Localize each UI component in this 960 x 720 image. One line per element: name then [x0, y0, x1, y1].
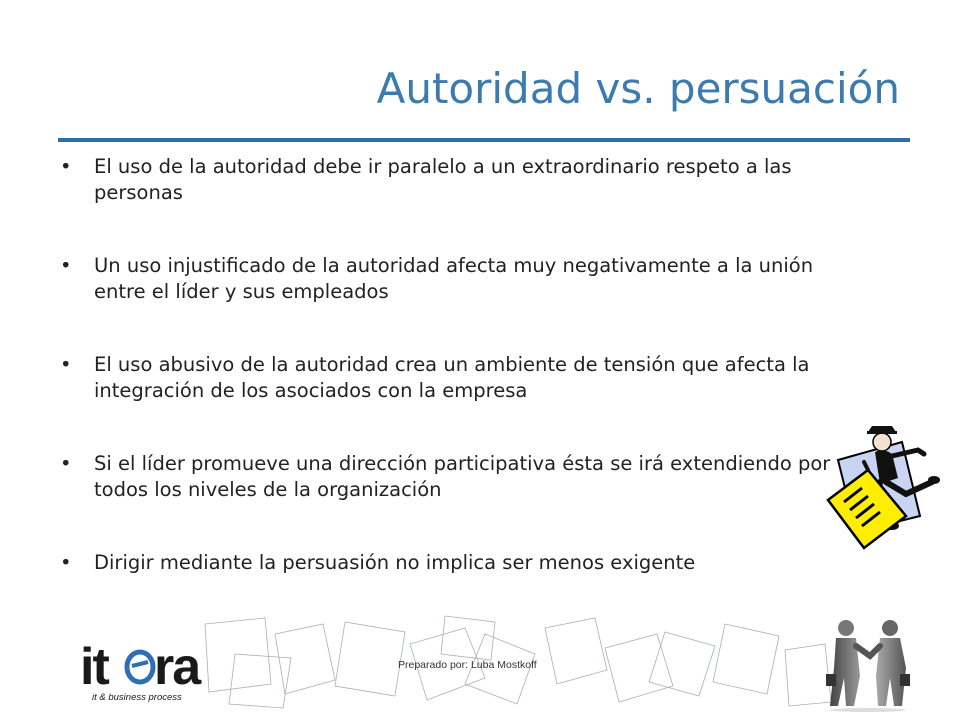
bullet-text: El uso abusivo de la autoridad crea un ambiente de tensión que afecta la integración de los asociados con la empresa — [94, 353, 810, 402]
handshake-icon — [826, 616, 910, 712]
bullet-text: Si el líder promueve una dirección participativa ésta se irá extendiendo por todos los niveles de la organización — [94, 452, 831, 501]
bullet-text: El uso de la autoridad debe ir paralelo a un extraordinario respeto a las personas — [94, 155, 792, 204]
running-businessman-icon — [820, 420, 960, 550]
bullet-text: Un uso injustificado de la autoridad afecta muy negativamente a la unión entre el líder y sus empleados — [94, 254, 814, 303]
slide-title: Autoridad vs. persuación — [376, 64, 900, 113]
bullet-item — [60, 352, 860, 404]
svg-text:it & business process: it & business process — [92, 692, 182, 703]
bullet-marker: • — [60, 254, 72, 277]
title-underline — [58, 138, 910, 142]
bullet-item — [60, 550, 860, 576]
itera-logo — [78, 636, 228, 706]
bullet-marker: • — [60, 551, 72, 574]
svg-text:ra: ra — [154, 638, 200, 696]
bullet-list — [60, 154, 860, 576]
bullet-item — [60, 154, 860, 206]
bullet-marker: • — [60, 155, 72, 178]
prepared-by-label: Preparado por: Luba Mostkoff — [398, 659, 537, 671]
bullet-item — [60, 451, 834, 503]
svg-text:it: it — [80, 638, 108, 696]
bullet-marker: • — [60, 353, 72, 376]
bullet-item — [60, 253, 860, 305]
bullet-marker: • — [60, 452, 72, 475]
bullet-text: Dirigir mediante la persuasión no implica ser menos exigente — [94, 551, 696, 574]
